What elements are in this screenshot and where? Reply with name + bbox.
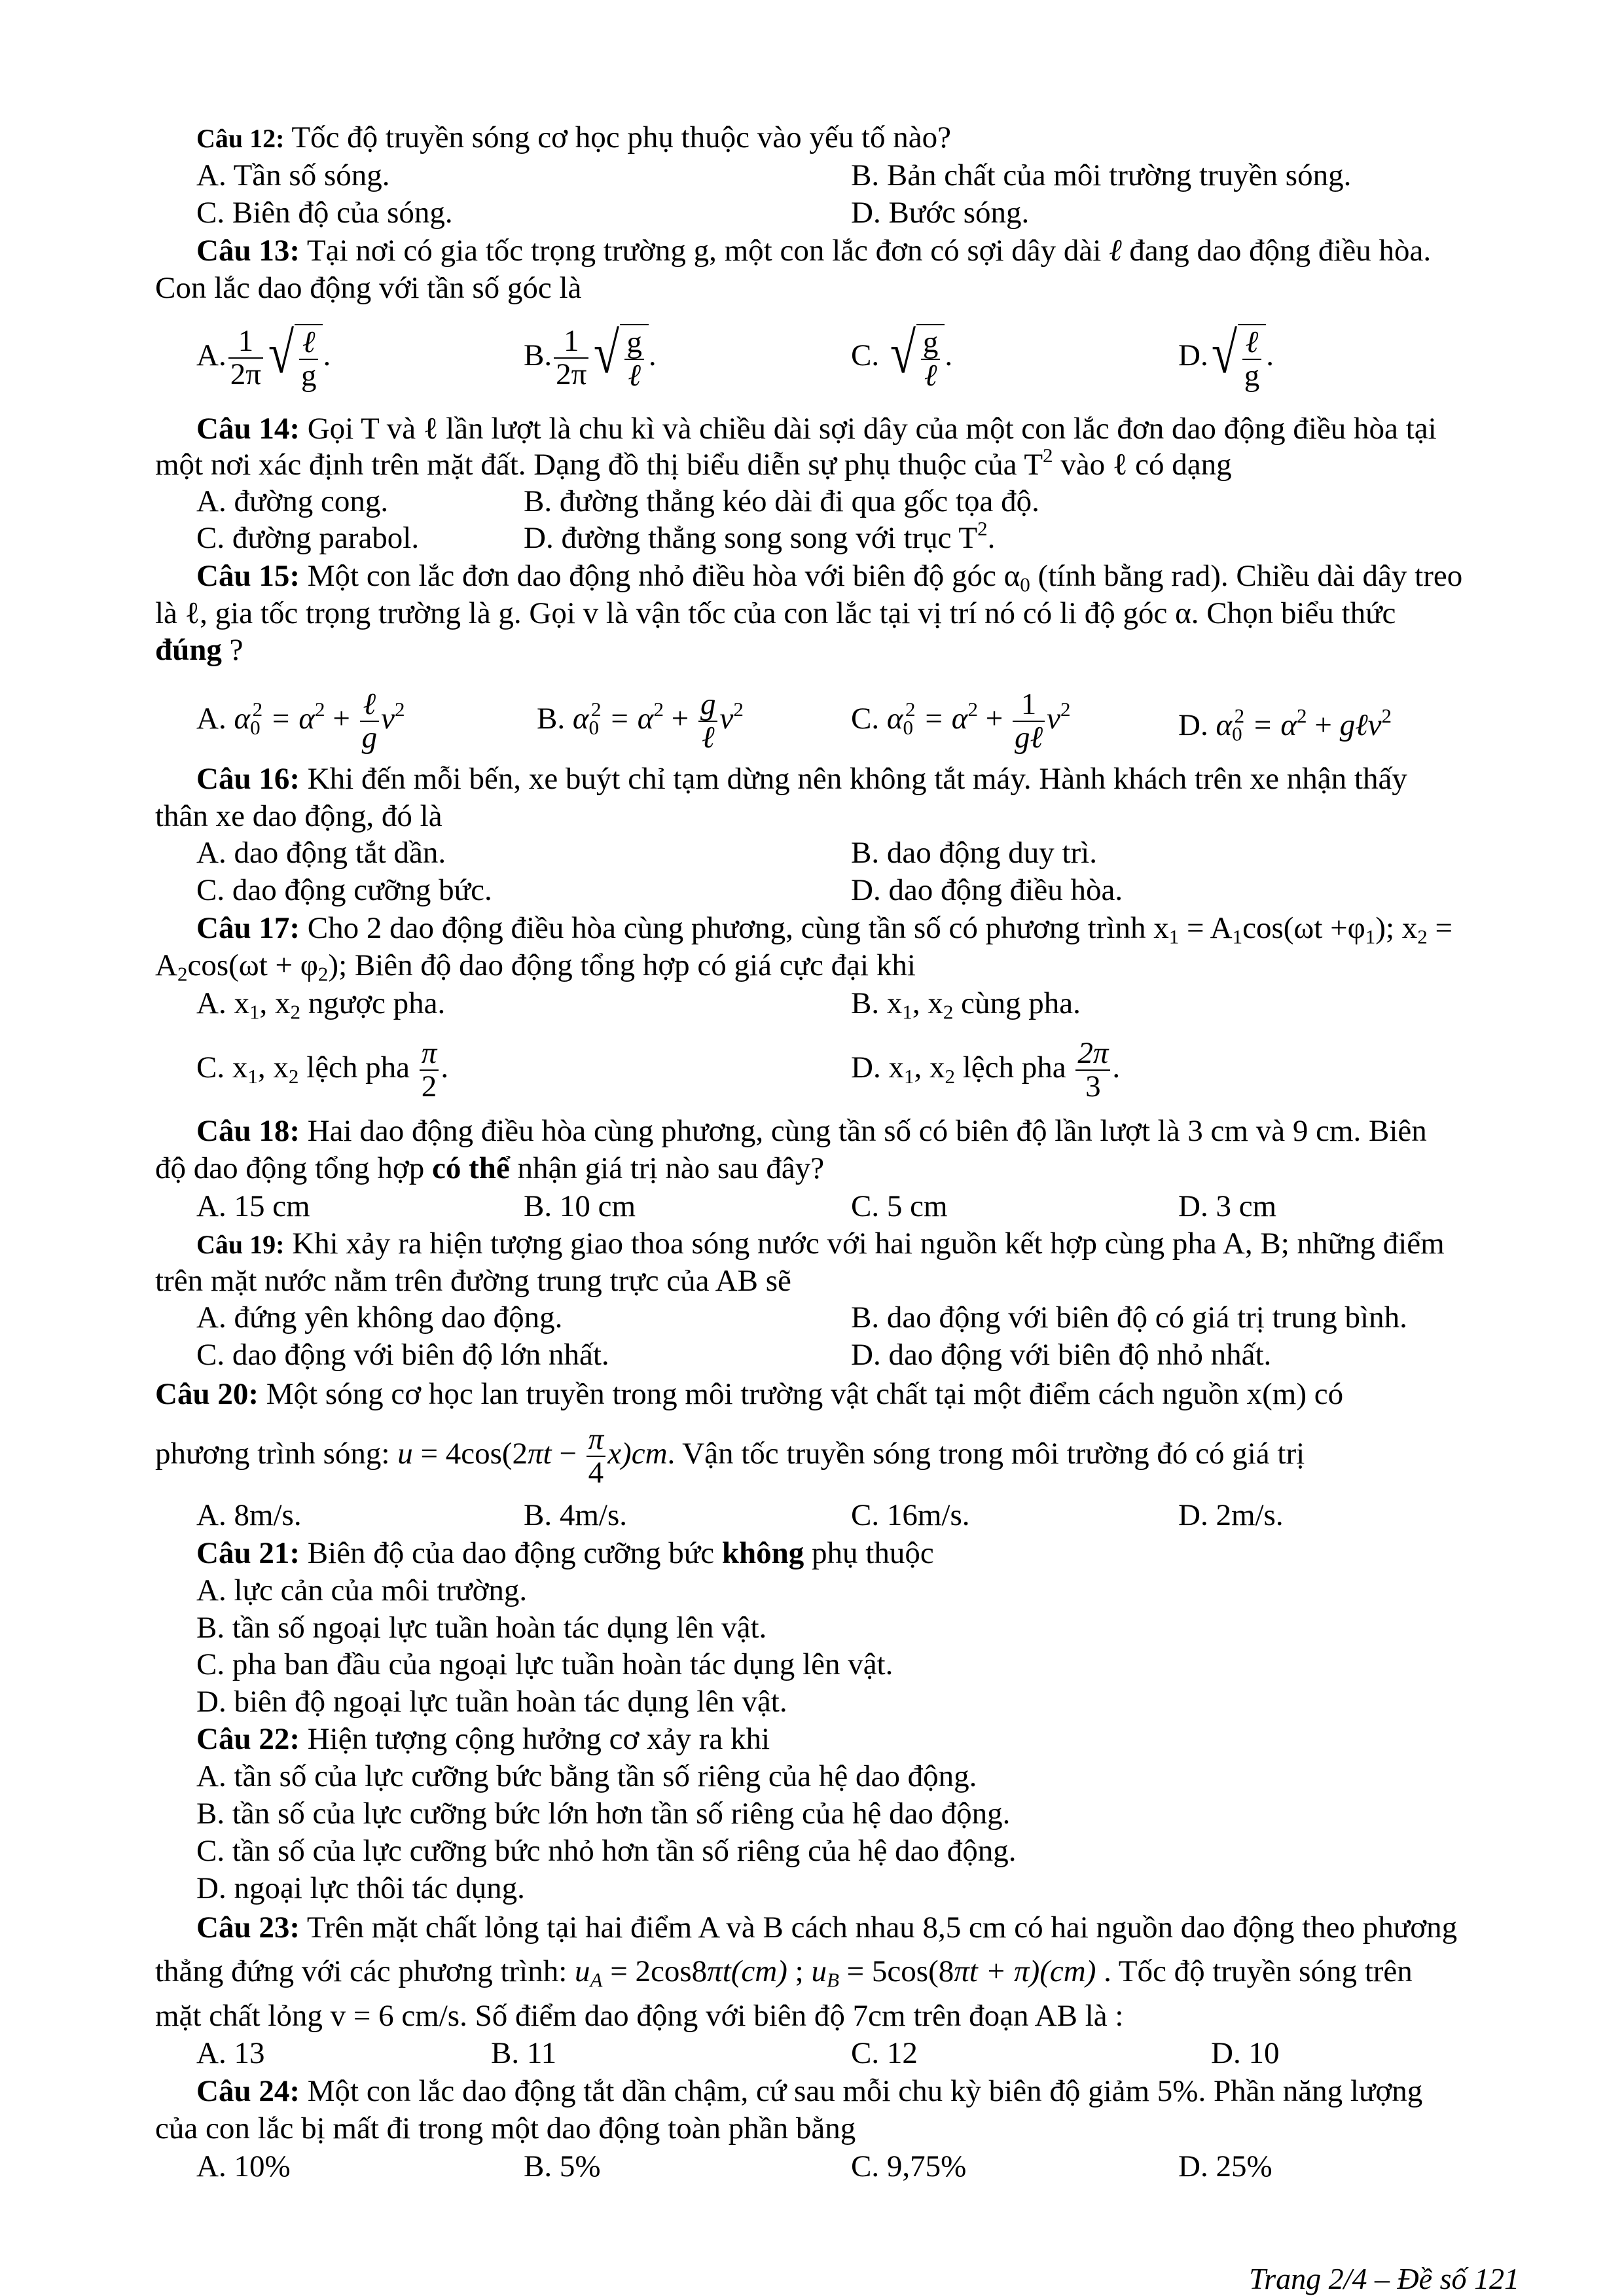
option-b: B. dao động duy trì. (851, 836, 1097, 870)
question-label: Câu 14: (196, 412, 300, 446)
option-c: C. 16m/s. (851, 1498, 970, 1532)
option-b: B. $x_1$, $x_2$ cùng pha. (851, 986, 1081, 1024)
option-b: B. Bản chất của môi trường truyền sóng. (851, 158, 1352, 192)
option-d: D. dao động với biên độ nhỏ nhất. (851, 1338, 1272, 1372)
option-c: C. √ $\frac{g}{\text{ℓ}}$ . (851, 321, 953, 393)
option-c: C. $x_1$, $x_2$ lệch pha $\frac{\pi}{2}$ . (196, 1036, 449, 1104)
question-label: Câu 15: (196, 559, 300, 593)
question-label: Câu 23: (196, 1910, 300, 1945)
question-label: Câu 12: (196, 124, 285, 153)
option-a: A. đứng yên không dao động. (196, 1300, 563, 1335)
option-d: D. Bước sóng. (851, 196, 1030, 230)
option-b: B. dao động với biên độ có giá trị trung bình. (851, 1300, 1407, 1335)
option-d: D. dao động điều hòa. (851, 873, 1123, 907)
option-c: C. $\alpha_0^2 = \alpha^2$ + $\frac{1}{\text{gℓ}}$ $v^2$ (851, 687, 1071, 755)
option-a: A. 15 cm (196, 1189, 310, 1223)
question-label: Câu 20: (155, 1377, 259, 1411)
option-a: A. đường cong. (196, 484, 389, 518)
option-a: A. $\frac{1}{2\pi}$ √ $\frac{\text{ℓ}}{g}$ . (196, 321, 331, 393)
option-b: B. 10 cm (524, 1189, 636, 1223)
option-a: A. $\alpha_0^2 = \alpha^2$ + $\frac{\text{ℓ}}{g}$ $v^2$ (196, 687, 405, 755)
option-a: A. 13 (196, 2036, 265, 2070)
option-c: C. 9,75% (851, 2149, 967, 2183)
option-c: C. Biên độ của sóng. (196, 196, 453, 230)
option-a: A. dao động tắt dần. (196, 836, 446, 870)
option-c: C. 5 cm (851, 1189, 948, 1223)
question-label: Câu 16: (196, 762, 300, 796)
option-d: D. 2m/s. (1178, 1498, 1284, 1532)
option-d: D. 10 (1211, 2036, 1280, 2070)
option-b: B. $\alpha_0^2 = \alpha^2$ + $\frac{g}{\text{ℓ}}$ $v^2$ (537, 687, 744, 755)
question-label: Câu 19: (196, 1230, 285, 1259)
option-c: C. 12 (851, 2036, 918, 2070)
option-a: A. 10% (196, 2149, 291, 2183)
option-b: B. $\frac{1}{2\pi}$ √ $\frac{g}{\text{ℓ}}$ . (524, 321, 657, 393)
question-label: Câu 22: (196, 1722, 300, 1756)
option-a: A. Tần số sóng. (196, 158, 390, 192)
option-d: D. 3 cm (1178, 1189, 1277, 1223)
question-label: Câu 21: (196, 1536, 300, 1570)
option-c: C. đường parabol. (196, 521, 420, 555)
option-a: A. $x_1$, $x_2$ ngược pha. (196, 986, 446, 1024)
question-label: Câu 17: (196, 911, 300, 945)
option-d: D. 25% (1178, 2149, 1272, 2183)
option-d: D. $\alpha_0^2 = \alpha^2$ + gℓv$^2$ (1178, 704, 1392, 745)
option-c: C. dao động cưỡng bức. (196, 873, 492, 907)
question-label: Câu 13: (196, 234, 300, 268)
option-d: D. $x_1$, $x_2$ lệch pha $\frac{2\pi}{3}$ . (851, 1036, 1121, 1104)
option-d: D. √ $\frac{\text{ℓ}}{g}$ . (1178, 321, 1274, 393)
option-c: C. dao động với biên độ lớn nhất. (196, 1338, 609, 1372)
option-b: B. 11 (491, 2036, 557, 2070)
question-label: Câu 18: (196, 1114, 300, 1148)
option-b: B. 4m/s. (524, 1498, 628, 1532)
option-b: B. đường thẳng kéo dài đi qua gốc tọa độ. (524, 484, 1039, 518)
option-b: B. 5% (524, 2149, 601, 2183)
page-footer: Trang 2/4 – Đề số 121 (1249, 2262, 1519, 2295)
question-label: Câu 24: (196, 2074, 300, 2108)
option-a: A. 8m/s. (196, 1498, 302, 1532)
option-d: D. đường thẳng song song với trục $T^2$. (524, 516, 996, 555)
